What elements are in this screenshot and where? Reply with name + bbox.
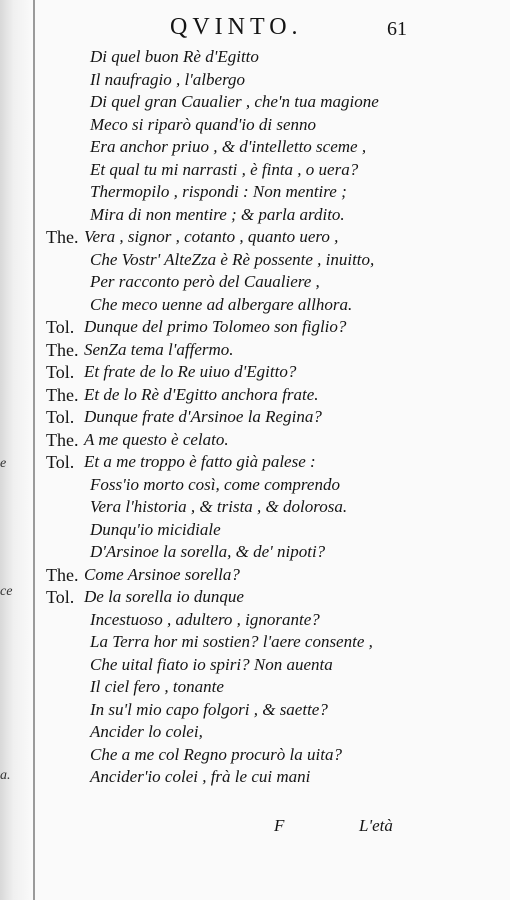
text-page <box>38 0 510 900</box>
verse-line <box>38 564 508 586</box>
verse-line <box>38 586 508 608</box>
catchword: L'età <box>359 816 393 835</box>
verse-line <box>38 496 508 518</box>
verse-line <box>38 271 508 293</box>
speaker-label: Tol. <box>46 587 75 607</box>
verse-line <box>38 339 508 361</box>
verse-line <box>38 114 508 136</box>
verse-text: Et qual tu mi narrasti , è finta , o uera? <box>90 159 359 179</box>
verse-line <box>38 316 508 338</box>
verse-text: D'Arsinoe la sorella, & de' nipoti? <box>90 542 326 561</box>
verse-text: Ancider lo colei, <box>90 722 203 741</box>
verse-line <box>38 609 508 631</box>
verse-line <box>38 384 508 406</box>
verse-text: Che Vostr' AlteZza è Rè possente , inuitto, <box>90 249 375 269</box>
verse-line <box>38 204 508 226</box>
left-margin-fragment: e <box>0 456 7 471</box>
verse-line <box>38 699 508 721</box>
verse-line <box>38 136 508 158</box>
verse-line <box>38 766 508 788</box>
verse-text: Vera l'historia , & trista , & dolorosa. <box>90 497 348 516</box>
verse-text: A me questo è celato. <box>84 429 229 449</box>
gutter-shadow-line <box>33 0 35 900</box>
verse-line <box>38 406 508 428</box>
left-margin-fragment: ce <box>0 584 13 599</box>
verse-line <box>38 159 508 181</box>
verse-line <box>38 541 508 563</box>
verse-text: Meco si riparò quand'io di senno <box>90 114 317 134</box>
speaker-label: The. <box>46 227 79 247</box>
verse-line <box>38 474 508 496</box>
verse-line <box>38 721 508 743</box>
verse-line <box>38 249 508 271</box>
verse-text: Vera , signor , cotanto , quanto uero , <box>84 227 339 246</box>
verse-line <box>38 744 508 766</box>
verse-text: Foss'io morto così, come comprendo <box>90 474 340 494</box>
verse-text: Il ciel fero , tonante <box>90 677 224 696</box>
verse-text: Thermopilo , rispondi : Non mentire ; <box>90 182 347 201</box>
verse-text: La Terra hor mi sostien? l'aere consente , <box>90 632 373 651</box>
verse-line <box>38 226 508 248</box>
verse-text: Mira di non mentire ; & parla ardito. <box>90 204 345 224</box>
verse-text: Che uital fiato io spiri? Non auenta <box>90 654 333 674</box>
signature-mark: F <box>274 816 285 835</box>
verse-text: Dunqu'io micidiale <box>90 519 221 539</box>
speaker-label: The. <box>46 384 79 405</box>
verse-text: Di quel buon Rè d'Egitto <box>90 47 259 66</box>
verse-text: Dunque del primo Tolomeo son figlio? <box>84 317 347 336</box>
verse-line <box>38 631 508 653</box>
verse-line <box>38 654 508 676</box>
verse-line <box>38 429 508 451</box>
verse-text: Era anchor priuo , & d'intelletto sceme , <box>90 137 367 156</box>
verse-text: Et de lo Rè d'Egitto anchora frate. <box>84 384 319 404</box>
verse-text: Dunque frate d'Arsinoe la Regina? <box>84 407 322 426</box>
verse-line <box>38 69 508 91</box>
verse-line <box>38 519 508 541</box>
left-margin-fragment: a. <box>0 768 11 783</box>
speaker-label: Tol. <box>46 407 75 427</box>
verse-line <box>38 181 508 203</box>
verse-text: De la sorella io dunque <box>84 587 244 606</box>
verse-text: Che a me col Regno procurò la uita? <box>90 744 342 764</box>
verse-text: Incestuoso , adultero , ignorante? <box>90 609 320 629</box>
verse-text: Et a me troppo è fatto già palese : <box>84 452 316 471</box>
verse-text: Il naufragio , l'albergo <box>90 69 246 89</box>
speaker-label: The. <box>46 429 79 450</box>
verse-line <box>38 676 508 698</box>
verse-line <box>38 361 508 383</box>
verse-line <box>38 91 508 113</box>
verse-text: Che meco uenne ad albergare allhora. <box>90 294 353 314</box>
verse-text: Come Arsinoe sorella? <box>84 564 240 584</box>
speaker-label: Tol. <box>46 317 75 337</box>
verse-line <box>38 46 508 68</box>
speaker-label: The. <box>46 564 79 585</box>
speaker-label: Tol. <box>46 452 75 472</box>
verse-line <box>38 294 508 316</box>
verse-text: Ancider'io colei , frà le cui mani <box>90 767 311 786</box>
binding-gutter <box>0 0 34 900</box>
verse-text: Di quel gran Caualier , che'n tua magione <box>90 92 379 111</box>
verse-line <box>38 451 508 473</box>
verse-text: Per racconto però del Caualiere , <box>90 272 320 291</box>
verse-text: Et frate de lo Re uiuo d'Egitto? <box>84 362 297 381</box>
verse-text: In su'l mio capo folgori , & saette? <box>90 699 328 719</box>
speaker-label: The. <box>46 339 79 360</box>
speaker-label: Tol. <box>46 362 75 382</box>
verse-text: SenZa tema l'affermo. <box>84 339 234 359</box>
running-head: QVINTO. <box>170 14 303 40</box>
page-number: 61 <box>387 18 407 40</box>
